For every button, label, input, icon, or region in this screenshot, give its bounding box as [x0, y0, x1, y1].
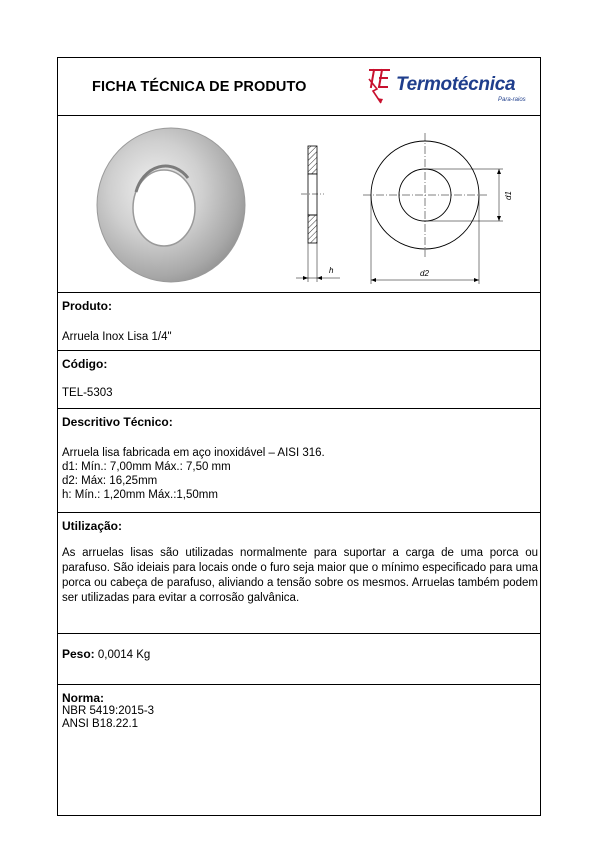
- norma-label: Norma:: [62, 691, 105, 705]
- norma-line: ANSI B18.22.1: [62, 718, 139, 730]
- descritivo-section: [58, 409, 540, 513]
- produto-value: Arruela Inox Lisa 1/4": [62, 331, 172, 343]
- washer-front-view: [363, 133, 513, 284]
- norma-line: NBR 5419:2015-3: [62, 705, 155, 717]
- descritivo-line: d1: Mín.: 7,00mm Máx.: 7,50 mm: [62, 461, 231, 473]
- utilizacao-section: [58, 513, 540, 634]
- washer-photo: [97, 128, 245, 282]
- logo-tagline: Para-raios: [498, 97, 526, 103]
- norma-body: [62, 705, 154, 731]
- peso-section: [58, 634, 540, 685]
- peso-label: Peso:: [62, 647, 95, 661]
- page-title: FICHA TÉCNICA DE PRODUTO: [92, 79, 307, 95]
- washer-figure: [58, 116, 540, 292]
- produto-label: Produto:: [62, 299, 112, 313]
- norma-section: [58, 685, 540, 815]
- label-h: h: [329, 266, 334, 275]
- peso-value: 0,0014 Kg: [97, 649, 151, 661]
- descritivo-line: h: Mín.: 1,20mm Máx.:1,50mm: [62, 489, 218, 501]
- figure-row: [58, 116, 540, 293]
- header-row: [58, 58, 540, 116]
- descritivo-label: Descritivo Técnico:: [62, 415, 173, 429]
- codigo-label: Código:: [62, 357, 108, 371]
- company-logo: [367, 65, 539, 109]
- descritivo-line: d2: Máx: 16,25mm: [62, 475, 158, 487]
- descritivo-line: Arruela lisa fabricada em aço inoxidável – AISI 316.: [62, 447, 325, 459]
- descritivo-body: [62, 446, 325, 502]
- produto-section: [58, 293, 540, 351]
- te-logo-icon: [367, 65, 395, 109]
- label-d1: d1: [504, 191, 513, 200]
- product-sheet: [57, 57, 541, 816]
- utilizacao-label: Utilização:: [62, 519, 123, 533]
- label-d2: d2: [420, 269, 429, 278]
- codigo-value: TEL-5303: [62, 387, 113, 399]
- utilizacao-text: As arruelas lisas são utilizadas normalmente para suportar a carga de uma porca ou parafuso. São ideiais para locais onde o furo seja maior que o mínimo especificado para uma porca ou cabeça de parafuso, aliviando a tensão sobre os mesmos. Arruelas também podem ser utilizadas para evitar a corrosão galvânica.: [62, 547, 538, 604]
- washer-side-view: [296, 146, 340, 282]
- codigo-section: [58, 351, 540, 409]
- peso-line: [62, 647, 150, 661]
- logo-wordmark: Termotécnica: [396, 74, 516, 95]
